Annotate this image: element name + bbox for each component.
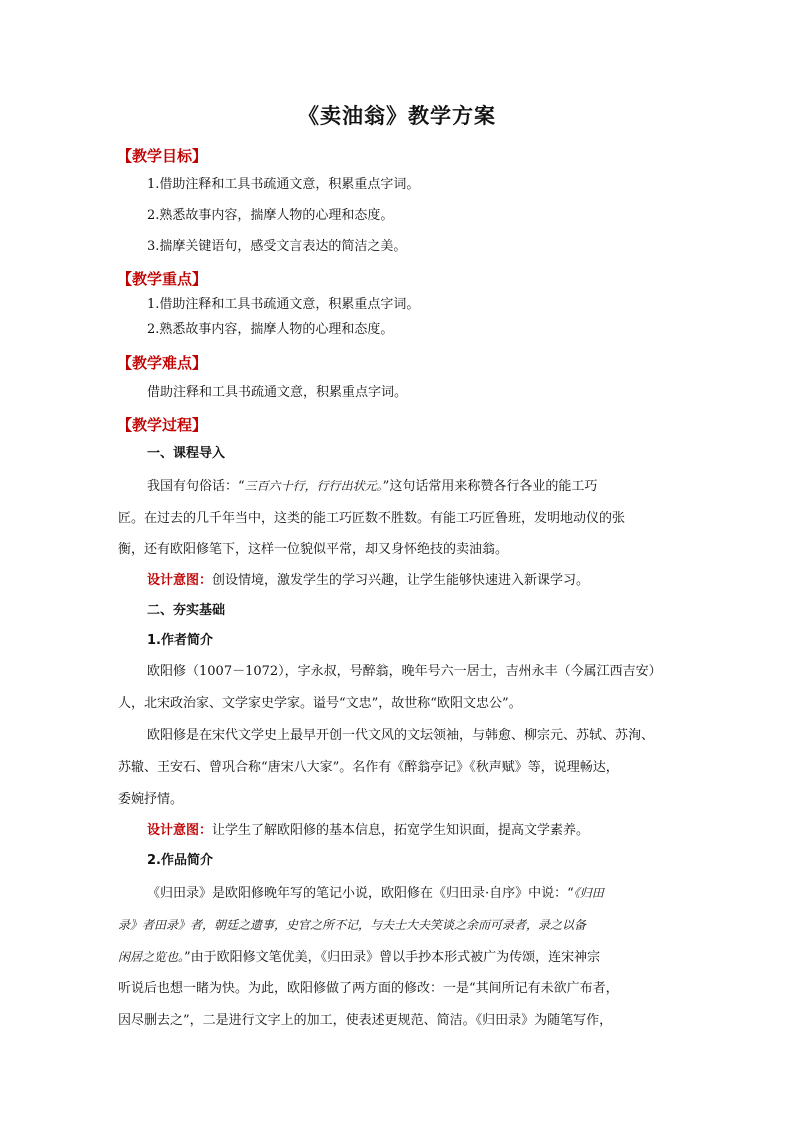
design-intent-text: 让学生了解欧阳修的基本信息，拓宽学生知识面，提高文学素养。 <box>212 823 590 838</box>
paragraph-line: 人，北宋政治家、文学家史学家。谥号“文忠”，故世称“欧阳文忠公”。 <box>118 696 522 711</box>
design-intent-text: 创设情境，激发学生的学习兴趣，让学生能够快速进入新课学习。 <box>212 573 590 588</box>
quote-span: 三百六十行，行行出状元。 <box>244 479 383 493</box>
goal-item: 2.熟悉故事内容，揣摩人物的心理和态度。 <box>147 208 394 223</box>
paragraph-line: 录》者田录》者，朝廷之遗事，史官之所不记，与夫士大夫笑谈之余而可录者，录之以备 <box>118 918 587 932</box>
paragraph-line: 委婉抒情。 <box>118 792 184 807</box>
paragraph-line: 匠。在过去的几千年当中，这类的能工巧匠数不胜数。有能工巧匠鲁班，发明地动仪的张 <box>118 511 626 526</box>
section-heading-difficulty: 【教学难点】 <box>117 354 208 372</box>
paragraph-line <box>147 884 604 903</box>
goal-item: 1.借助注释和工具书疏通文意，积累重点字词。 <box>147 177 420 192</box>
paragraph-line <box>118 948 600 967</box>
paragraph-line: 欧阳修（1007－1072），字永叔，号醉翁，晚年号六一居士，吉州永丰（今属江西吉安） <box>147 664 662 679</box>
text-span: ”由于欧阳修文笔优美，《归田录》曾以手抄本形式被广为传颂，连宋神宗 <box>184 950 601 965</box>
subsection-title-basics: 二、夯实基础 <box>147 603 226 618</box>
paragraph-line: 苏辙、王安石、曾巩合称“唐宋八大家”。名作有《醉翁亭记》《秋声赋》等，说理畅达， <box>118 760 619 775</box>
keypoint-item: 2.熟悉故事内容，揣摩人物的心理和态度。 <box>147 322 394 337</box>
subsection-title-intro: 一、课程导入 <box>147 446 226 461</box>
design-intent <box>147 822 589 840</box>
sub-subsection-title-author: 1.作者简介 <box>147 633 213 648</box>
keypoint-item: 1.借助注释和工具书疏通文意，积累重点字词。 <box>147 297 420 312</box>
quote-span: 《归田 <box>573 886 604 900</box>
sub-subsection-title-work: 2.作品简介 <box>147 853 213 868</box>
design-intent <box>147 572 589 590</box>
section-heading-goals: 【教学目标】 <box>117 147 208 165</box>
design-intent-label: 设计意图： <box>147 573 213 588</box>
paragraph-line: 欧阳修是在宋代文学史上最早开创一代文风的文坛领袖，与韩愈、柳宗元、苏轼、苏洵、 <box>147 728 655 743</box>
paragraph-line <box>147 477 597 496</box>
page-title: 《卖油翁》教学方案 <box>298 103 496 128</box>
text-span: 我国有句俗话：“ <box>147 479 245 494</box>
difficulty-text: 借助注释和工具书疏通文意，积累重点字词。 <box>147 385 408 400</box>
paragraph-line: 衡，还有欧阳修笔下，这样一位貌似平常，却又身怀绝技的卖油翁。 <box>118 542 509 557</box>
design-intent-label: 设计意图： <box>147 823 213 838</box>
quote-span: 闲居之览也。 <box>118 950 185 964</box>
goal-item: 3.揣摩关键语句，感受文言表达的简洁之美。 <box>147 239 407 254</box>
paragraph-line: 因尽删去之”，二是进行文字上的加工，使表述更规范、简洁。《归田录》为随笔写作， <box>118 1013 613 1028</box>
text-span: 《归田录》是欧阳修晚年写的笔记小说，欧阳修在《归田录·自序》中说：“ <box>147 886 574 901</box>
paragraph-line: 听说后也想一睹为快。为此，欧阳修做了两方面的修改：一是“其间所记有未欲广布者， <box>118 981 619 996</box>
section-heading-process: 【教学过程】 <box>117 416 208 434</box>
section-heading-keypoints: 【教学重点】 <box>117 270 208 288</box>
text-span: ”这句话常用来称赞各行各业的能工巧 <box>382 479 598 494</box>
